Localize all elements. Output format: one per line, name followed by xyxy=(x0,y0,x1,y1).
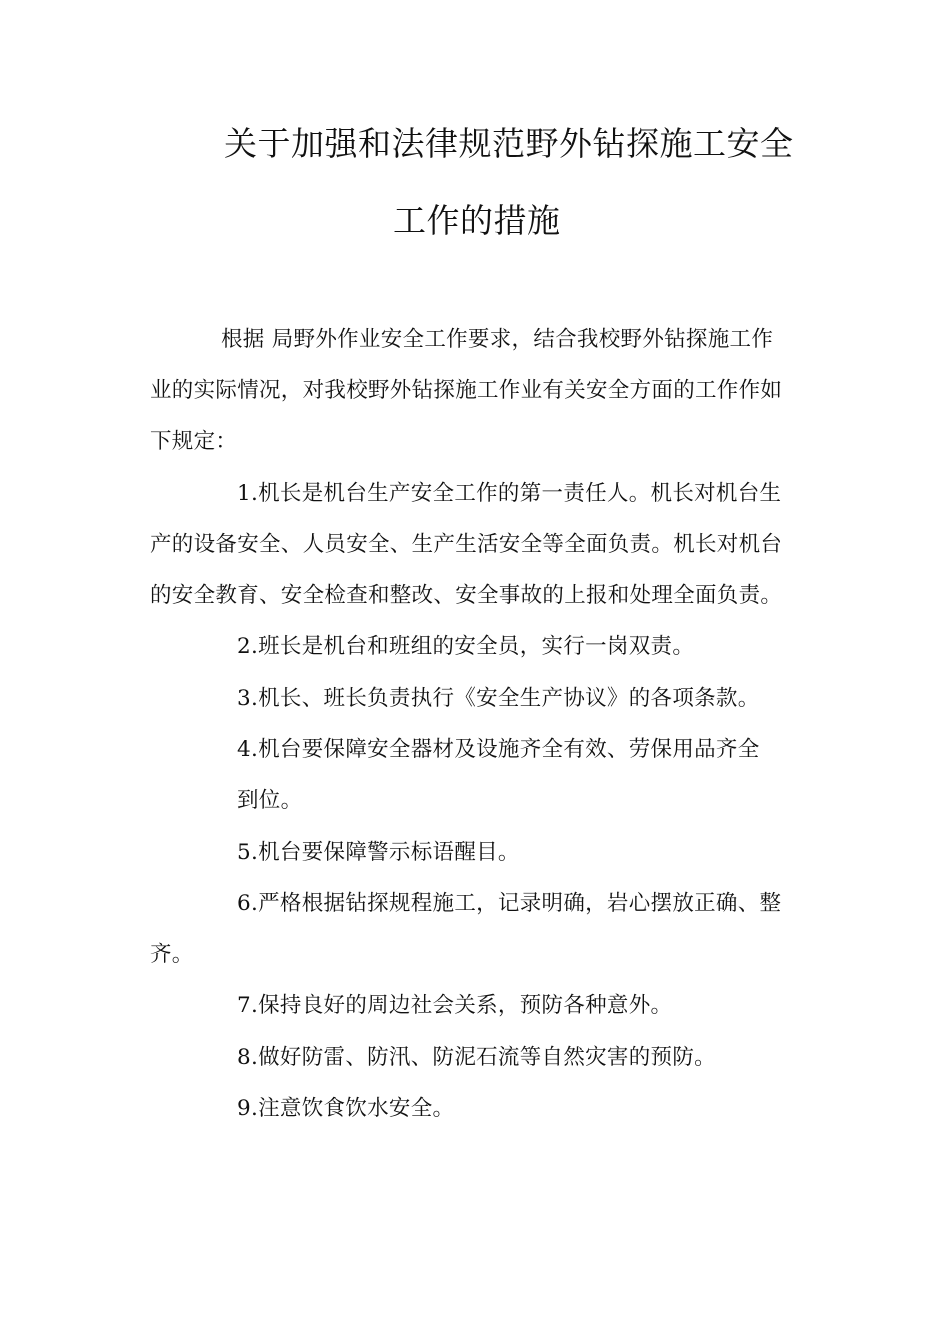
item-8: 8.做好防雷、防汛、防泥石流等自然灾害的预防。 xyxy=(237,1045,716,1070)
intro-line-1: 根据 局野外作业安全工作要求，结合我校野外钻探施工作 xyxy=(221,327,774,352)
item-5: 5.机台要保障警示标语醒目。 xyxy=(237,840,520,865)
document-title-line-2: 工作的措施 xyxy=(393,201,561,240)
item-2: 2.班长是机台和班组的安全员，实行一岗双责。 xyxy=(237,634,695,659)
item-1-line-3: 的安全教育、安全检查和整改、安全事故的上报和处理全面负责。 xyxy=(150,583,783,608)
item-4-line-1: 4.机台要保障安全器材及设施齐全有效、劳保用品齐全 xyxy=(237,737,760,762)
item-1-line-2: 产的设备安全、人员安全、生产生活安全等全面负责。机长对机台 xyxy=(150,532,783,557)
intro-line-2: 业的实际情况，对我校野外钻探施工作业有关安全方面的工作作如 xyxy=(150,378,783,403)
intro-line-3: 下规定： xyxy=(150,429,238,454)
item-6-line-1: 6.严格根据钻探规程施工，记录明确，岩心摆放正确、整 xyxy=(237,891,782,916)
item-9: 9.注意饮食饮水安全。 xyxy=(237,1096,455,1121)
item-7: 7.保持良好的周边社会关系，预防各种意外。 xyxy=(237,993,673,1018)
item-4-line-2: 到位。 xyxy=(237,788,303,813)
item-3: 3.机长、班长负责执行《安全生产协议》的各项条款。 xyxy=(237,686,760,711)
item-1-line-1: 1.机长是机台生产安全工作的第一责任人。机长对机台生 xyxy=(237,481,782,506)
document-title-line-1: 关于加强和法律规范野外钻探施工安全 xyxy=(224,124,794,163)
item-6-line-2: 齐。 xyxy=(150,942,194,967)
